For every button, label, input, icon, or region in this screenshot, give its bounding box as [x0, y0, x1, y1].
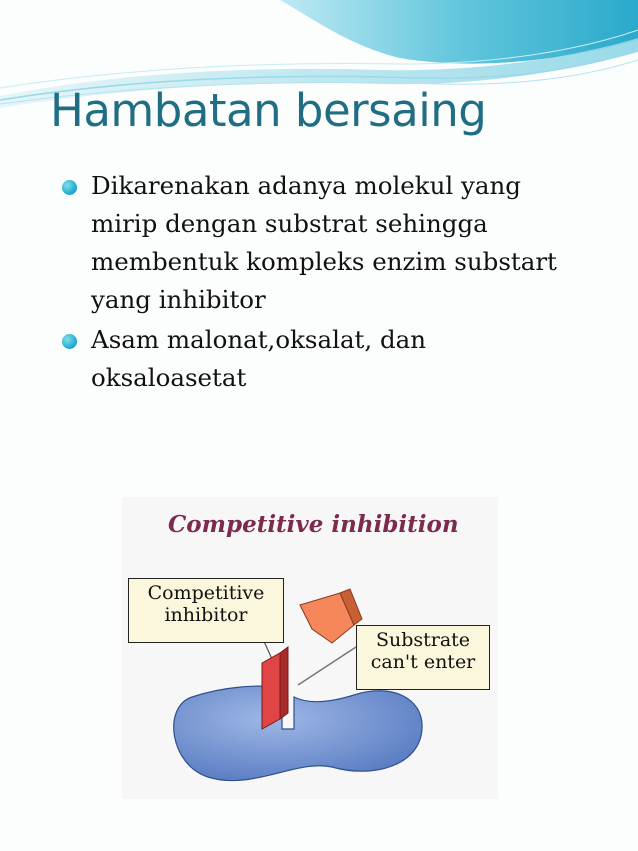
enzyme-shape: [174, 686, 422, 780]
bullet-item: [60, 321, 580, 397]
bullet-text: Dikarenakan adanya molekul yang mirip dengan substrat sehingga membentuk kompleks enzim substart yang inhibitor: [91, 171, 557, 314]
callout-line: Substrate: [375, 629, 471, 651]
competitive-inhibitor-callout: [128, 578, 284, 643]
bullet-list: [60, 167, 580, 399]
callout-line: Competitive: [147, 582, 265, 604]
bullet-text: Asam malonat,oksalat, dan oksaloasetat: [91, 325, 427, 392]
callout-line: inhibitor: [164, 604, 248, 626]
substrate-callout: [356, 625, 490, 690]
inhibitor-shape: [262, 647, 288, 729]
slide-title: Hambatan bersaing: [50, 84, 487, 137]
bullet-icon: [62, 180, 77, 195]
competitive-inhibition-figure: [122, 497, 498, 799]
callout-line: can't enter: [370, 651, 476, 673]
bullet-item: [60, 167, 580, 319]
figure-title: Competitive inhibition: [168, 511, 459, 538]
bullet-icon: [62, 334, 77, 349]
substrate-shape: [300, 589, 362, 643]
